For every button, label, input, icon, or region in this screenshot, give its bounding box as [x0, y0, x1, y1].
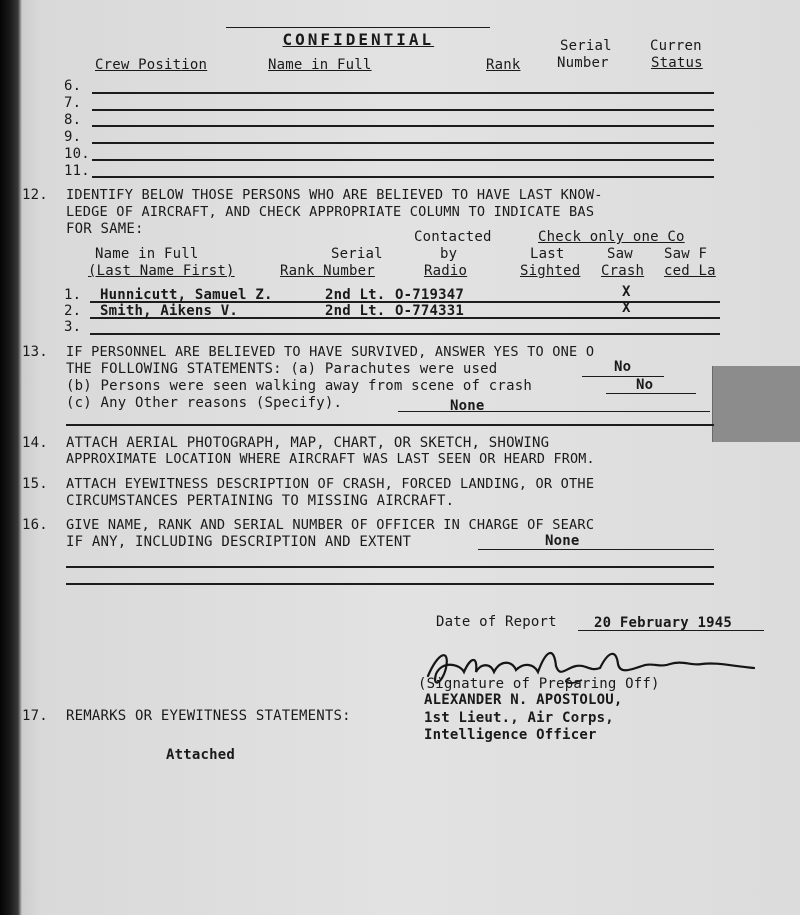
- item-13-text-line-4: (c) Any Other reasons (Specify).: [66, 395, 343, 411]
- date-of-report-line: [578, 630, 764, 631]
- item-15-text-line-2: CIRCUMSTANCES PERTAINING TO MISSING AIRCRAFT.: [66, 493, 455, 509]
- tape-patch: [712, 366, 800, 442]
- person-check-mark: X: [622, 284, 631, 300]
- date-of-report-label: Date of Report: [436, 614, 557, 630]
- hdr-sighted: Sighted: [520, 263, 581, 279]
- crew-row-number: 10.: [64, 146, 90, 162]
- col-crew-position-label: Crew Position: [95, 57, 208, 73]
- item-15-text-line-1: ATTACH EYEWITNESS DESCRIPTION OF CRASH, FORCED LANDING, OR OTHE: [66, 476, 595, 492]
- hdr-last: Last: [530, 246, 565, 262]
- person-number: 1.: [64, 287, 82, 303]
- item-13-text-line-3: (b) Persons were seen walking away from scene of crash: [66, 378, 532, 394]
- crew-row-number: 9.: [64, 129, 82, 145]
- item-13-text-line-2: THE FOLLOWING STATEMENTS: (a) Parachutes were used: [66, 361, 498, 377]
- item-12-text-line-3: FOR SAME:: [66, 221, 144, 237]
- item-13-text-line-1: IF PERSONNEL ARE BELIEVED TO HAVE SURVIVED, ANSWER YES TO ONE O: [66, 344, 595, 360]
- person-serial: O-719347: [395, 287, 465, 303]
- hdr-radio: Radio: [424, 263, 468, 279]
- item-14-number: 14.: [22, 435, 48, 451]
- col-name-label: Name in Full: [268, 57, 372, 73]
- answer-parachutes: No: [614, 359, 632, 375]
- officer-title: Intelligence Officer: [424, 727, 597, 743]
- col-status-label-1: Curren: [650, 38, 702, 54]
- person-row-line: [90, 317, 720, 319]
- col-serial-label-2: Number: [557, 55, 609, 71]
- officer-rank: 1st Lieut., Air Corps,: [424, 710, 614, 726]
- person-name: Smith, Aikens V.: [100, 303, 239, 319]
- hdr-last-name-first: (Last Name First): [88, 263, 235, 279]
- crew-row-number: 11.: [64, 163, 90, 179]
- person-check-mark: X: [622, 300, 631, 316]
- answer-other-reasons: None: [450, 398, 485, 414]
- hdr-crash: Crash: [601, 263, 645, 279]
- item-16-extra-line: [66, 583, 714, 585]
- scan-left-edge: [0, 0, 22, 915]
- item-13-number: 13.: [22, 344, 48, 360]
- item-16-number: 16.: [22, 517, 48, 533]
- hdr-contacted: Contacted: [414, 229, 492, 245]
- crew-row-line: [92, 109, 714, 111]
- hdr-by: by: [440, 246, 458, 262]
- item-17-label: REMARKS OR EYEWITNESS STATEMENTS:: [66, 708, 351, 724]
- hdr-check-only: Check only one Co: [538, 229, 685, 245]
- person-rank: 2nd Lt.: [325, 303, 386, 319]
- crew-row-number: 6.: [64, 78, 82, 94]
- col-status-label-2: Status: [651, 55, 703, 71]
- hdr-saw: Saw: [607, 246, 633, 262]
- item-14-text-line-1: ATTACH AERIAL PHOTOGRAPH, MAP, CHART, OR SKETCH, SHOWING: [66, 435, 550, 451]
- answer-other-reasons-line: [398, 411, 710, 412]
- answer-search-officer: None: [545, 533, 580, 549]
- answer-search-officer-line: [478, 549, 714, 550]
- item-12-text-line-2: LEDGE OF AIRCRAFT, AND CHECK APPROPRIATE COLUMN TO INDICATE BAS: [66, 204, 595, 220]
- crew-row-line: [92, 159, 714, 161]
- hdr-rank-number: Rank Number: [280, 263, 375, 279]
- hdr-saw-forced: Saw F: [664, 246, 708, 262]
- col-serial-label-1: Serial: [560, 38, 612, 54]
- date-of-report-value: 20 February 1945: [594, 615, 733, 631]
- officer-name: ALEXANDER N. APOSTOLOU,: [424, 692, 623, 708]
- person-rank: 2nd Lt.: [325, 287, 386, 303]
- item-14-text-line-2: APPROXIMATE LOCATION WHERE AIRCRAFT WAS LAST SEEN OR HEARD FROM.: [66, 452, 595, 467]
- item-15-number: 15.: [22, 476, 48, 492]
- person-number: 2.: [64, 303, 82, 319]
- item-16-extra-line: [66, 566, 714, 568]
- signature-caption: (Signature of Preparing Off): [418, 676, 660, 692]
- remarks-value: Attached: [166, 747, 236, 763]
- answer-walking-away-line: [606, 393, 696, 394]
- hdr-serial: Serial: [331, 246, 383, 262]
- answer-walking-away: No: [636, 377, 654, 393]
- item-17-number: 17.: [22, 708, 48, 724]
- col-rank-label: Rank: [486, 57, 521, 73]
- item-12-text-line-1: IDENTIFY BELOW THOSE PERSONS WHO ARE BELIEVED TO HAVE LAST KNOW-: [66, 187, 603, 203]
- crew-row-line: [92, 176, 714, 178]
- classification-strike-line: [226, 27, 490, 28]
- person-number: 3.: [64, 319, 82, 335]
- hdr-forced-landing: ced La: [664, 263, 716, 279]
- item-16-text-line-2: IF ANY, INCLUDING DESCRIPTION AND EXTENT: [66, 534, 412, 550]
- crew-row-line: [92, 125, 714, 127]
- classification-heading: CONFIDENTIAL: [282, 30, 435, 49]
- crew-row-number: 8.: [64, 112, 82, 128]
- person-row-line: [90, 333, 720, 335]
- crew-row-line: [92, 142, 714, 144]
- item-12-number: 12.: [22, 187, 48, 203]
- item-13-extra-line: [66, 424, 714, 426]
- person-name: Hunnicutt, Samuel Z.: [100, 287, 273, 303]
- crew-row-line: [92, 92, 714, 94]
- hdr-name-in-full: Name in Full: [95, 246, 199, 262]
- person-serial: O-774331: [395, 303, 465, 319]
- item-16-text-line-1: GIVE NAME, RANK AND SERIAL NUMBER OF OFFICER IN CHARGE OF SEARC: [66, 517, 595, 533]
- crew-row-number: 7.: [64, 95, 82, 111]
